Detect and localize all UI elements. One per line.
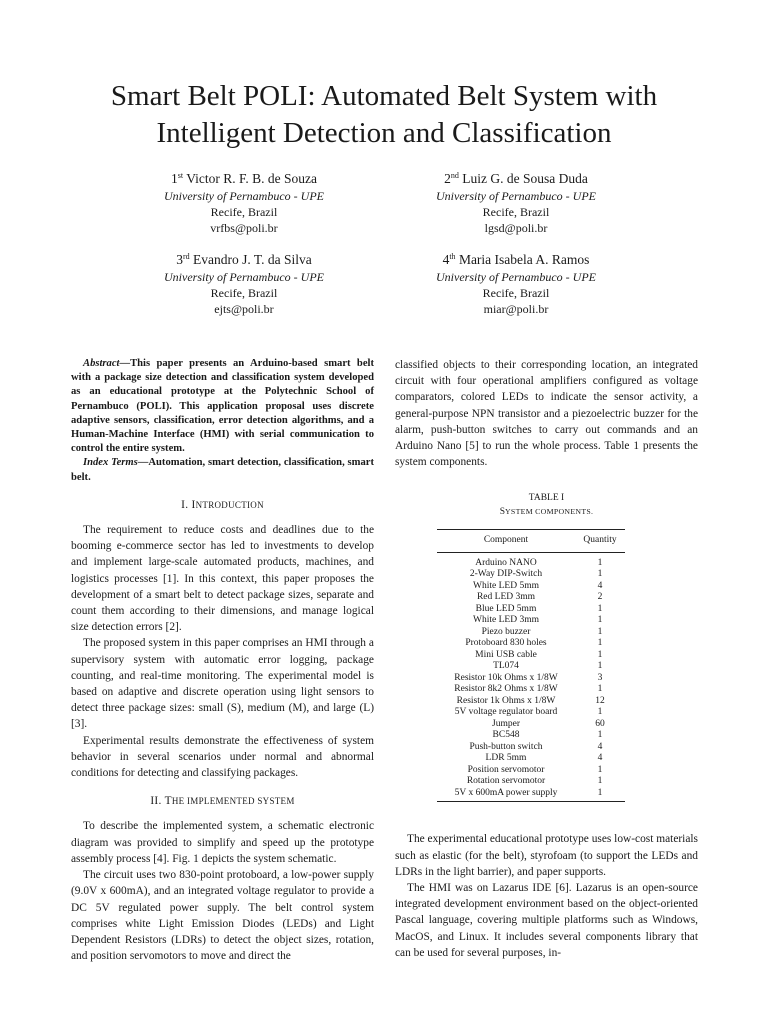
component-cell: 2-Way DIP-Switch <box>469 569 543 580</box>
quantity-cell: 1 <box>597 649 603 660</box>
table-row <box>437 552 625 569</box>
table-row <box>437 615 625 627</box>
table-row <box>437 788 625 802</box>
author-email: lgsd@poli.br <box>484 221 548 235</box>
quantity-cell: 60 <box>595 718 605 729</box>
table-row <box>437 638 625 650</box>
table-row <box>437 719 625 731</box>
component-cell: Arduino NANO <box>475 557 537 568</box>
right-column <box>395 357 698 961</box>
component-cell: 5V voltage regulator board <box>454 707 558 718</box>
component-cell: Mini USB cable <box>475 649 537 660</box>
paragraph: The requirement to reduce costs and deadlines due to the booming e-commerce sector has led to investments to develop and implement large-scale automated products, machines, and logistics processes [1]. In this context, this paper proposes the development of a smart belt to detect package sizes, separate and count them according to their dimensions, and manage logical size detection errors [2]. <box>71 524 374 634</box>
quantity-cell: 1 <box>597 626 603 637</box>
table-row <box>437 604 625 616</box>
author-affiliation: University of Pernambuco - UPE <box>164 270 324 284</box>
table-row <box>437 627 625 639</box>
quantity-cell: 1 <box>597 776 603 787</box>
quantity-cell: 1 <box>597 764 603 775</box>
component-cell: Red LED 3mm <box>476 592 536 603</box>
quantity-cell: 1 <box>597 603 603 614</box>
paragraph: The experimental educational prototype uses low-cost materials such as elastic (for the belt), styrofoam (to support the LEDs and LDRs in the light barrier), and paper supports. <box>395 833 698 878</box>
paragraph: The proposed system in this paper comprises an HMI through a supervisory system with automatic error logging, package counting, and real-time monitoring. The experimental model is based on adaptive and discrete operation using light sensors to detect three package sizes: small (S), medium (M), and large (L) [3]. <box>71 637 374 731</box>
component-cell: Jumper <box>492 718 520 729</box>
quantity-cell: 4 <box>597 753 603 764</box>
component-cell: TL074 <box>493 661 519 672</box>
author-block-4 <box>386 251 646 317</box>
table-label: TABLE I <box>528 493 565 504</box>
table-row <box>437 765 625 777</box>
table-header-cell: Component <box>437 530 575 553</box>
quantity-cell: 1 <box>597 707 603 718</box>
table-header-cell: Quantity <box>575 530 625 553</box>
author-block-3 <box>114 251 374 317</box>
table-caption: SYSTEM COMPONENTS. <box>499 507 594 518</box>
quantity-cell: 1 <box>597 569 603 580</box>
quantity-cell: 1 <box>597 615 603 626</box>
abstract: Abstract—This paper presents an Arduino-based smart belt with a package size detection and classification system developed as an educational prototype at the Polytechnic School of Pernambuco (POLI). This application proposal uses discrete adaptive sensors, classification, error detection algorithms, and a Human-Machine Interface (HMI) with serial communication to control the entire system. <box>71 358 374 455</box>
component-cell: 5V x 600mA power supply <box>437 788 575 802</box>
paragraph: Experimental results demonstrate the effectiveness of system behavior in several scenarios under normal and abnormal conditions for detecting and classifying packages. <box>71 734 374 780</box>
author-email: vrfbs@poli.br <box>210 221 278 235</box>
quantity-cell: 3 <box>597 672 603 683</box>
author-block-2 <box>386 170 646 236</box>
component-cell: White LED 5mm <box>473 580 539 591</box>
quantity-cell: 1 <box>597 684 603 695</box>
author-block-1 <box>114 170 374 236</box>
table-row <box>437 776 625 788</box>
table-row <box>437 753 625 765</box>
component-cell: Protoboard 830 holes <box>465 638 547 649</box>
component-cell: Piezo buzzer <box>481 626 531 637</box>
component-cell: Resistor 8k2 Ohms x 1/8W <box>454 684 558 695</box>
component-cell: Resistor 10k Ohms x 1/8W <box>454 672 558 683</box>
left-column <box>71 357 374 964</box>
component-cell: Resistor 1k Ohms x 1/8W <box>456 695 556 706</box>
quantity-cell: 1 <box>597 730 603 741</box>
author-email: miar@poli.br <box>483 302 549 316</box>
table-row <box>437 696 625 708</box>
author-affiliation: University of Pernambuco - UPE <box>436 270 596 284</box>
author-city: Recife, Brazil <box>210 286 278 300</box>
table-row <box>437 730 625 742</box>
quantity-cell: 4 <box>597 580 603 591</box>
quantity-cell: 12 <box>595 695 605 706</box>
title-line-2: Intelligent Detection and Classification <box>156 117 612 149</box>
table-row <box>437 569 625 581</box>
component-cell: White LED 3mm <box>473 615 539 626</box>
component-cell: Blue LED 5mm <box>475 603 537 614</box>
section-heading-implemented-system: II. THE IMPLEMENTED SYSTEM <box>150 795 295 808</box>
author-name: 1st Victor R. F. B. de Souza <box>170 171 318 186</box>
quantity-cell: 4 <box>597 741 603 752</box>
quantity-cell: 1 <box>597 661 603 672</box>
author-name: 3rd Evandro J. T. da Silva <box>176 252 312 267</box>
author-email: ejts@poli.br <box>214 302 274 316</box>
table-row <box>437 673 625 685</box>
quantity-cell: 2 <box>597 592 603 603</box>
component-cell: BC548 <box>492 730 520 741</box>
author-city: Recife, Brazil <box>482 205 550 219</box>
paragraph: classified objects to their corresponding location, an integrated circuit with four operational amplifiers configured as voltage comparators, colored LEDs to indicate the sensor activity, a general-purpose NPN transistor and a piezoelectric buzzer for the alarm, push-button switches to carry out commands and an Arduino Nano [5] to run the whole process. Table 1 presents the system components. <box>395 359 698 469</box>
quantity-cell: 1 <box>597 638 603 649</box>
table-row <box>437 650 625 662</box>
author-city: Recife, Brazil <box>210 205 278 219</box>
table-row <box>437 592 625 604</box>
table-body <box>437 552 625 802</box>
title-line-1: Smart Belt POLI: Automated Belt System with <box>110 80 658 112</box>
quantity-cell: 1 <box>575 788 625 802</box>
paragraph: The HMI was on Lazarus IDE [6]. Lazarus is an open-source integrated development environment based on the object-oriented Pascal language, covering multiple platforms such as Windows, MacOS, and Linux. It includes several components library that can be used for several purposes, in- <box>395 882 698 959</box>
component-cell: Position servomotor <box>467 764 545 775</box>
table-header-row <box>437 530 625 553</box>
component-cell: LDR 5mm <box>485 753 527 764</box>
paper-title <box>40 78 728 152</box>
table-row <box>437 684 625 696</box>
author-city: Recife, Brazil <box>482 286 550 300</box>
quantity-cell: 1 <box>597 557 603 568</box>
author-name: 4th Maria Isabela A. Ramos <box>442 252 590 267</box>
index-terms: Index Terms—Automation, smart detection, classification, smart belt. <box>71 457 374 483</box>
paragraph: The circuit uses two 830-point protoboard, a low-power supply (9.0V x 600mA), and an integrated voltage regulator to provide a DC 5V regulated power supply. The belt control system comprises white Light Emission Diodes (LEDs) and Light Dependent Resistors (LDRs) to detect the object sizes, rotation, and position servomotors to move and direct the <box>71 869 374 963</box>
table-row <box>437 661 625 673</box>
component-cell: Push-button switch <box>469 741 543 752</box>
paragraph: To describe the implemented system, a schematic electronic diagram was provided to simplify and speed up the prototype assembly process [4]. Fig. 1 depicts the system schematic. <box>71 820 374 865</box>
author-affiliation: University of Pernambuco - UPE <box>436 189 596 203</box>
author-affiliation: University of Pernambuco - UPE <box>164 189 324 203</box>
table-row <box>437 581 625 593</box>
section-heading-introduction: I. INTRODUCTION <box>181 498 264 511</box>
author-name: 2nd Luiz G. de Sousa Duda <box>444 171 588 186</box>
table-row <box>437 742 625 754</box>
table-row <box>437 707 625 719</box>
components-table <box>437 529 625 802</box>
component-cell: Rotation servomotor <box>466 776 546 787</box>
